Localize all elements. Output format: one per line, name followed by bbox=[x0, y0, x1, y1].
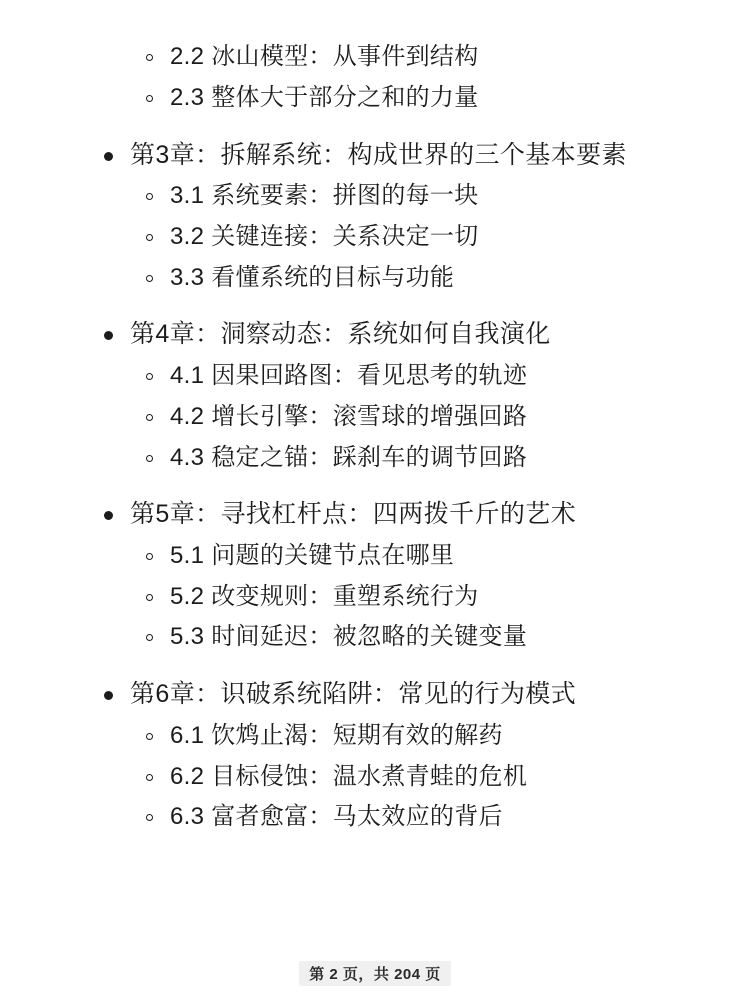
toc-item-label: 第3章：拆解系统：构成世界的三个基本要素 bbox=[130, 140, 627, 169]
toc-item-label: 5.1 问题的关键节点在哪里 bbox=[170, 541, 455, 569]
hollow-bullet-icon bbox=[146, 733, 153, 740]
toc-item-label: 第4章：洞察动态：系统如何自我演化 bbox=[130, 320, 551, 349]
hollow-bullet-icon bbox=[146, 455, 153, 462]
hollow-bullet-icon bbox=[146, 275, 153, 282]
toc-item-label: 第5章：寻找杠杆点：四两拨千斤的艺术 bbox=[130, 500, 577, 529]
toc-list bbox=[40, 40, 710, 835]
hollow-bullet-icon bbox=[146, 373, 153, 380]
list-item[interactable] bbox=[40, 760, 710, 795]
hollow-bullet-icon bbox=[146, 814, 153, 821]
hollow-bullet-icon bbox=[146, 594, 153, 601]
list-item[interactable] bbox=[40, 497, 710, 533]
list-item[interactable] bbox=[40, 317, 710, 353]
toc-item-label: 6.2 目标侵蚀：温水煮青蛙的危机 bbox=[170, 762, 528, 790]
hollow-bullet-icon bbox=[146, 414, 153, 421]
hollow-bullet-icon bbox=[146, 634, 153, 641]
list-item[interactable] bbox=[40, 359, 710, 394]
list-item[interactable] bbox=[40, 719, 710, 754]
hollow-bullet-icon bbox=[146, 54, 153, 61]
list-item[interactable] bbox=[40, 441, 710, 476]
toc-item-label: 第6章：识破系统陷阱：常见的行为模式 bbox=[130, 680, 577, 709]
toc-item-label: 2.3 整体大于部分之和的力量 bbox=[170, 83, 479, 111]
list-item[interactable] bbox=[40, 580, 710, 615]
list-item[interactable] bbox=[40, 179, 710, 214]
toc-item-label: 4.2 增长引擎：滚雪球的增强回路 bbox=[170, 402, 528, 430]
hollow-bullet-icon bbox=[146, 234, 153, 241]
filled-bullet-icon bbox=[104, 331, 113, 340]
list-item[interactable] bbox=[40, 261, 710, 296]
page-number-label: 第 2 页，共 204 页 bbox=[299, 961, 451, 986]
hollow-bullet-icon bbox=[146, 774, 153, 781]
toc-item-label: 4.3 稳定之锚：踩刹车的调节回路 bbox=[170, 443, 528, 471]
page-footer bbox=[40, 961, 710, 1000]
toc-item-label: 3.2 关键连接：关系决定一切 bbox=[170, 222, 479, 250]
filled-bullet-icon bbox=[104, 511, 113, 520]
toc-item-label: 5.2 改变规则：重塑系统行为 bbox=[170, 582, 479, 610]
list-item[interactable] bbox=[40, 539, 710, 574]
toc-item-label: 4.1 因果回路图：看见思考的轨迹 bbox=[170, 361, 528, 389]
list-item[interactable] bbox=[40, 81, 710, 116]
toc-item-label: 6.1 饮鸩止渴：短期有效的解药 bbox=[170, 721, 503, 749]
toc-item-label: 2.2 冰山模型：从事件到结构 bbox=[170, 43, 479, 70]
hollow-bullet-icon bbox=[146, 95, 153, 102]
hollow-bullet-icon bbox=[146, 553, 153, 560]
list-item[interactable] bbox=[40, 138, 710, 174]
toc-item-label: 3.1 系统要素：拼图的每一块 bbox=[170, 182, 479, 210]
list-item[interactable] bbox=[40, 400, 710, 435]
filled-bullet-icon bbox=[104, 152, 113, 161]
list-item[interactable] bbox=[40, 220, 710, 255]
list-item[interactable] bbox=[40, 800, 710, 835]
filled-bullet-icon bbox=[104, 691, 113, 700]
table-of-contents bbox=[40, 36, 710, 961]
toc-item-label: 6.3 富者愈富：马太效应的背后 bbox=[170, 803, 503, 831]
hollow-bullet-icon bbox=[146, 193, 153, 200]
list-item[interactable] bbox=[40, 40, 710, 75]
list-item[interactable] bbox=[40, 620, 710, 655]
toc-item-label: 5.3 时间延迟：被忽略的关键变量 bbox=[170, 623, 528, 651]
toc-item-label: 3.3 看懂系统的目标与功能 bbox=[170, 263, 455, 291]
list-item[interactable] bbox=[40, 677, 710, 713]
